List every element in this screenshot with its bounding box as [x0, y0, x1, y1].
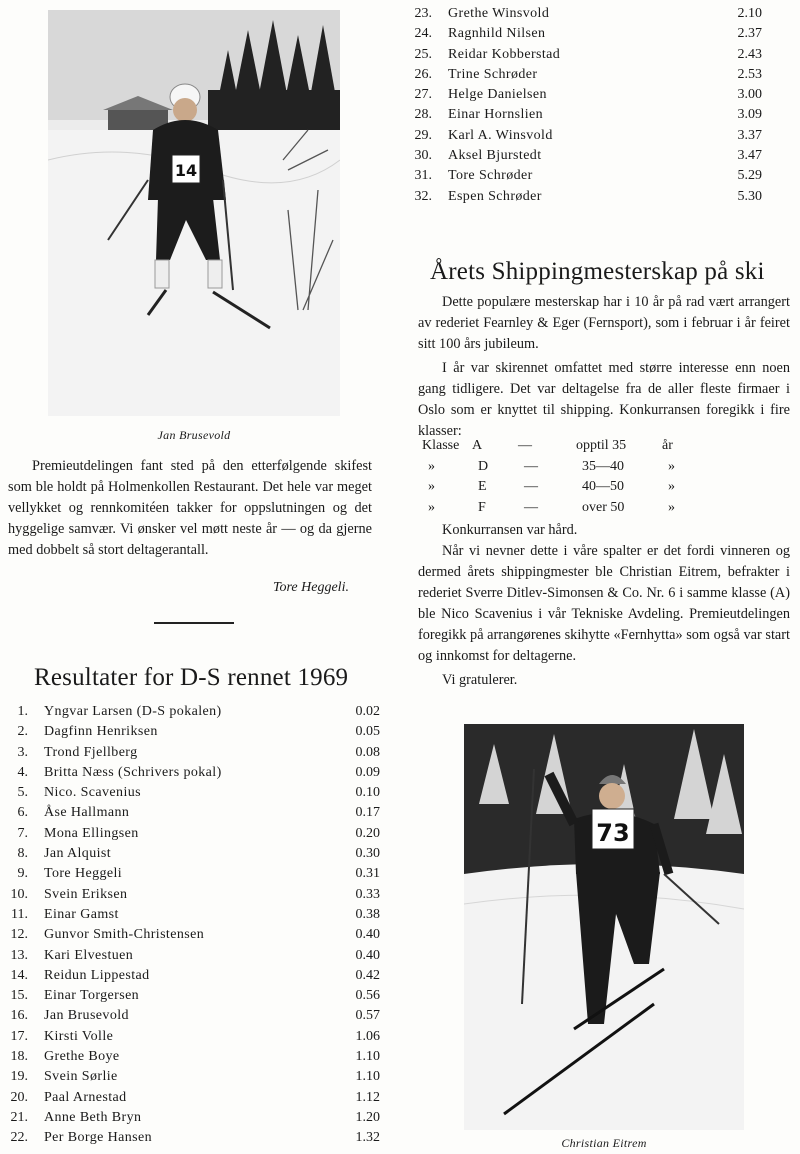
result-row: 13. Kari Elvestuen 0.40 [10, 947, 380, 963]
result-row: 25. Reidar Kobberstad 2.43 [414, 46, 762, 62]
class-row: Klasse A — opptil 35 år [422, 438, 673, 453]
photo-christian-eitrem [464, 724, 744, 1130]
result-row: 7. Mona Ellingsen 0.20 [17, 825, 380, 841]
right-column [414, 0, 792, 1154]
class-row: » E — 40—50 » [428, 479, 675, 494]
result-row: 9. Tore Heggeli 0.31 [17, 866, 380, 882]
article-paragraph-4: Når vi nevner dette i våre spalter er det fordi vinneren og dermed årets shippingmester ble Christian Eitrem, befrakter i rederiet Sverre Ditlev-Simonsen & Co. Nr. 6 i samme klasse (A) ble Nico Scavenius i vår Tekniske Avdeling. Premieutdelingen foregikk på arrangørenes skihytte «Fernhytta» som også var start og innkomst for deltagerne. [418, 543, 790, 664]
article-paragraph-1: Dette populære mesterskap har i 10 år på rad vært arrangert av rederiet Fearnley & Eger (Fernsport), som i februar i år feiret sitt 100 års jubileum. [418, 294, 790, 352]
class-row: » D — 35—40 » [428, 458, 675, 474]
photo-caption-left: Jan Brusevold [157, 428, 231, 442]
result-row: 4. Britta Næss (Schrivers pokal) 0.09 [17, 764, 380, 780]
result-row: 16. Jan Brusevold 0.57 [10, 1008, 380, 1024]
result-row: 19. Svein Sørlie 1.10 [10, 1069, 380, 1085]
article-paragraph-5: Vi gratulerer. [442, 672, 518, 688]
result-row: 32. Espen Schrøder 5.30 [414, 188, 762, 204]
article-paragraph-2: I år var skirennet omfattet med større interesse enn noen gang tidligere. Det var deltagelse fra de aller fleste firmaer i Oslo som er knyttet til shipping. Konkurransen foregikk i fire klasser: [418, 360, 790, 439]
result-row: 31. Tore Schrøder 5.29 [414, 168, 762, 184]
bib-number-73: 73 [596, 819, 630, 847]
result-row: 10. Svein Eriksen 0.33 [10, 886, 380, 902]
result-row: 12. Gunvor Smith-Christensen 0.40 [10, 927, 380, 943]
article-body [418, 292, 790, 442]
result-row: 26. Trine Schrøder 2.53 [414, 66, 762, 82]
result-row: 24. Ragnhild Nilsen 2.37 [414, 26, 762, 42]
result-row: 5. Nico. Scavenius 0.10 [17, 785, 380, 801]
result-row: 8. Jan Alquist 0.30 [17, 846, 380, 862]
bib-number-14: 14 [174, 161, 198, 180]
result-row: 6. Åse Hallmann 0.17 [17, 805, 380, 821]
result-row: 14. Reidun Lippestad 0.42 [10, 967, 380, 983]
section-divider [154, 622, 234, 624]
result-row: 11. Einar Gamst 0.38 [11, 906, 380, 922]
result-row: 23. Grethe Winsvold 2.10 [414, 6, 762, 21]
result-row: 3. Trond Fjellberg 0.08 [17, 744, 380, 760]
signature: Tore Heggeli. [273, 580, 349, 595]
result-row: 22. Per Borge Hansen 1.32 [10, 1130, 380, 1146]
left-paragraph: Premieutdelingen fant sted på den etterfølgende skifest som ble holdt på Holmenkollen Restaurant. Det hele var meget vellykket og rennkomitéen takker for oppslutningen og det hyggelige samvær. Vi ønsker vel møtt neste år — og da gjerne med dobbelt så stort deltagerantall. [8, 458, 372, 558]
result-row: 20. Paal Arnestad 1.12 [10, 1089, 380, 1105]
result-row: 2. Dagfinn Henriksen 0.05 [17, 724, 380, 740]
result-row: 15. Einar Torgersen 0.56 [10, 988, 380, 1004]
result-row: 30. Aksel Bjurstedt 3.47 [414, 148, 762, 164]
result-row: 29. Karl A. Winsvold 3.37 [414, 127, 762, 143]
article-heading: Årets Shippingmesterskap på ski [430, 258, 765, 285]
photo-jan-brusevold [48, 10, 340, 416]
article-paragraph-3: Konkurransen var hård. [442, 522, 578, 538]
results-list-right [398, 6, 762, 209]
result-row: 21. Anne Beth Bryn 1.20 [10, 1109, 380, 1125]
photo-caption-right: Christian Eitrem [561, 1136, 647, 1150]
result-row: 28. Einar Hornslien 3.09 [414, 107, 762, 123]
result-row: 17. Kirsti Volle 1.06 [10, 1028, 380, 1044]
result-row: 1. Yngvar Larsen (D-S pokalen) 0.02 [17, 704, 380, 719]
left-column [8, 0, 380, 1154]
result-row: 27. Helge Danielsen 3.00 [414, 87, 762, 103]
article-body-continued [418, 520, 790, 691]
class-table [422, 438, 722, 520]
class-row: » F — over 50 » [428, 499, 675, 515]
results-list-left [0, 704, 380, 1151]
results-heading: Resultater for D-S rennet 1969 [34, 664, 349, 691]
result-row: 18. Grethe Boye 1.10 [10, 1049, 380, 1065]
